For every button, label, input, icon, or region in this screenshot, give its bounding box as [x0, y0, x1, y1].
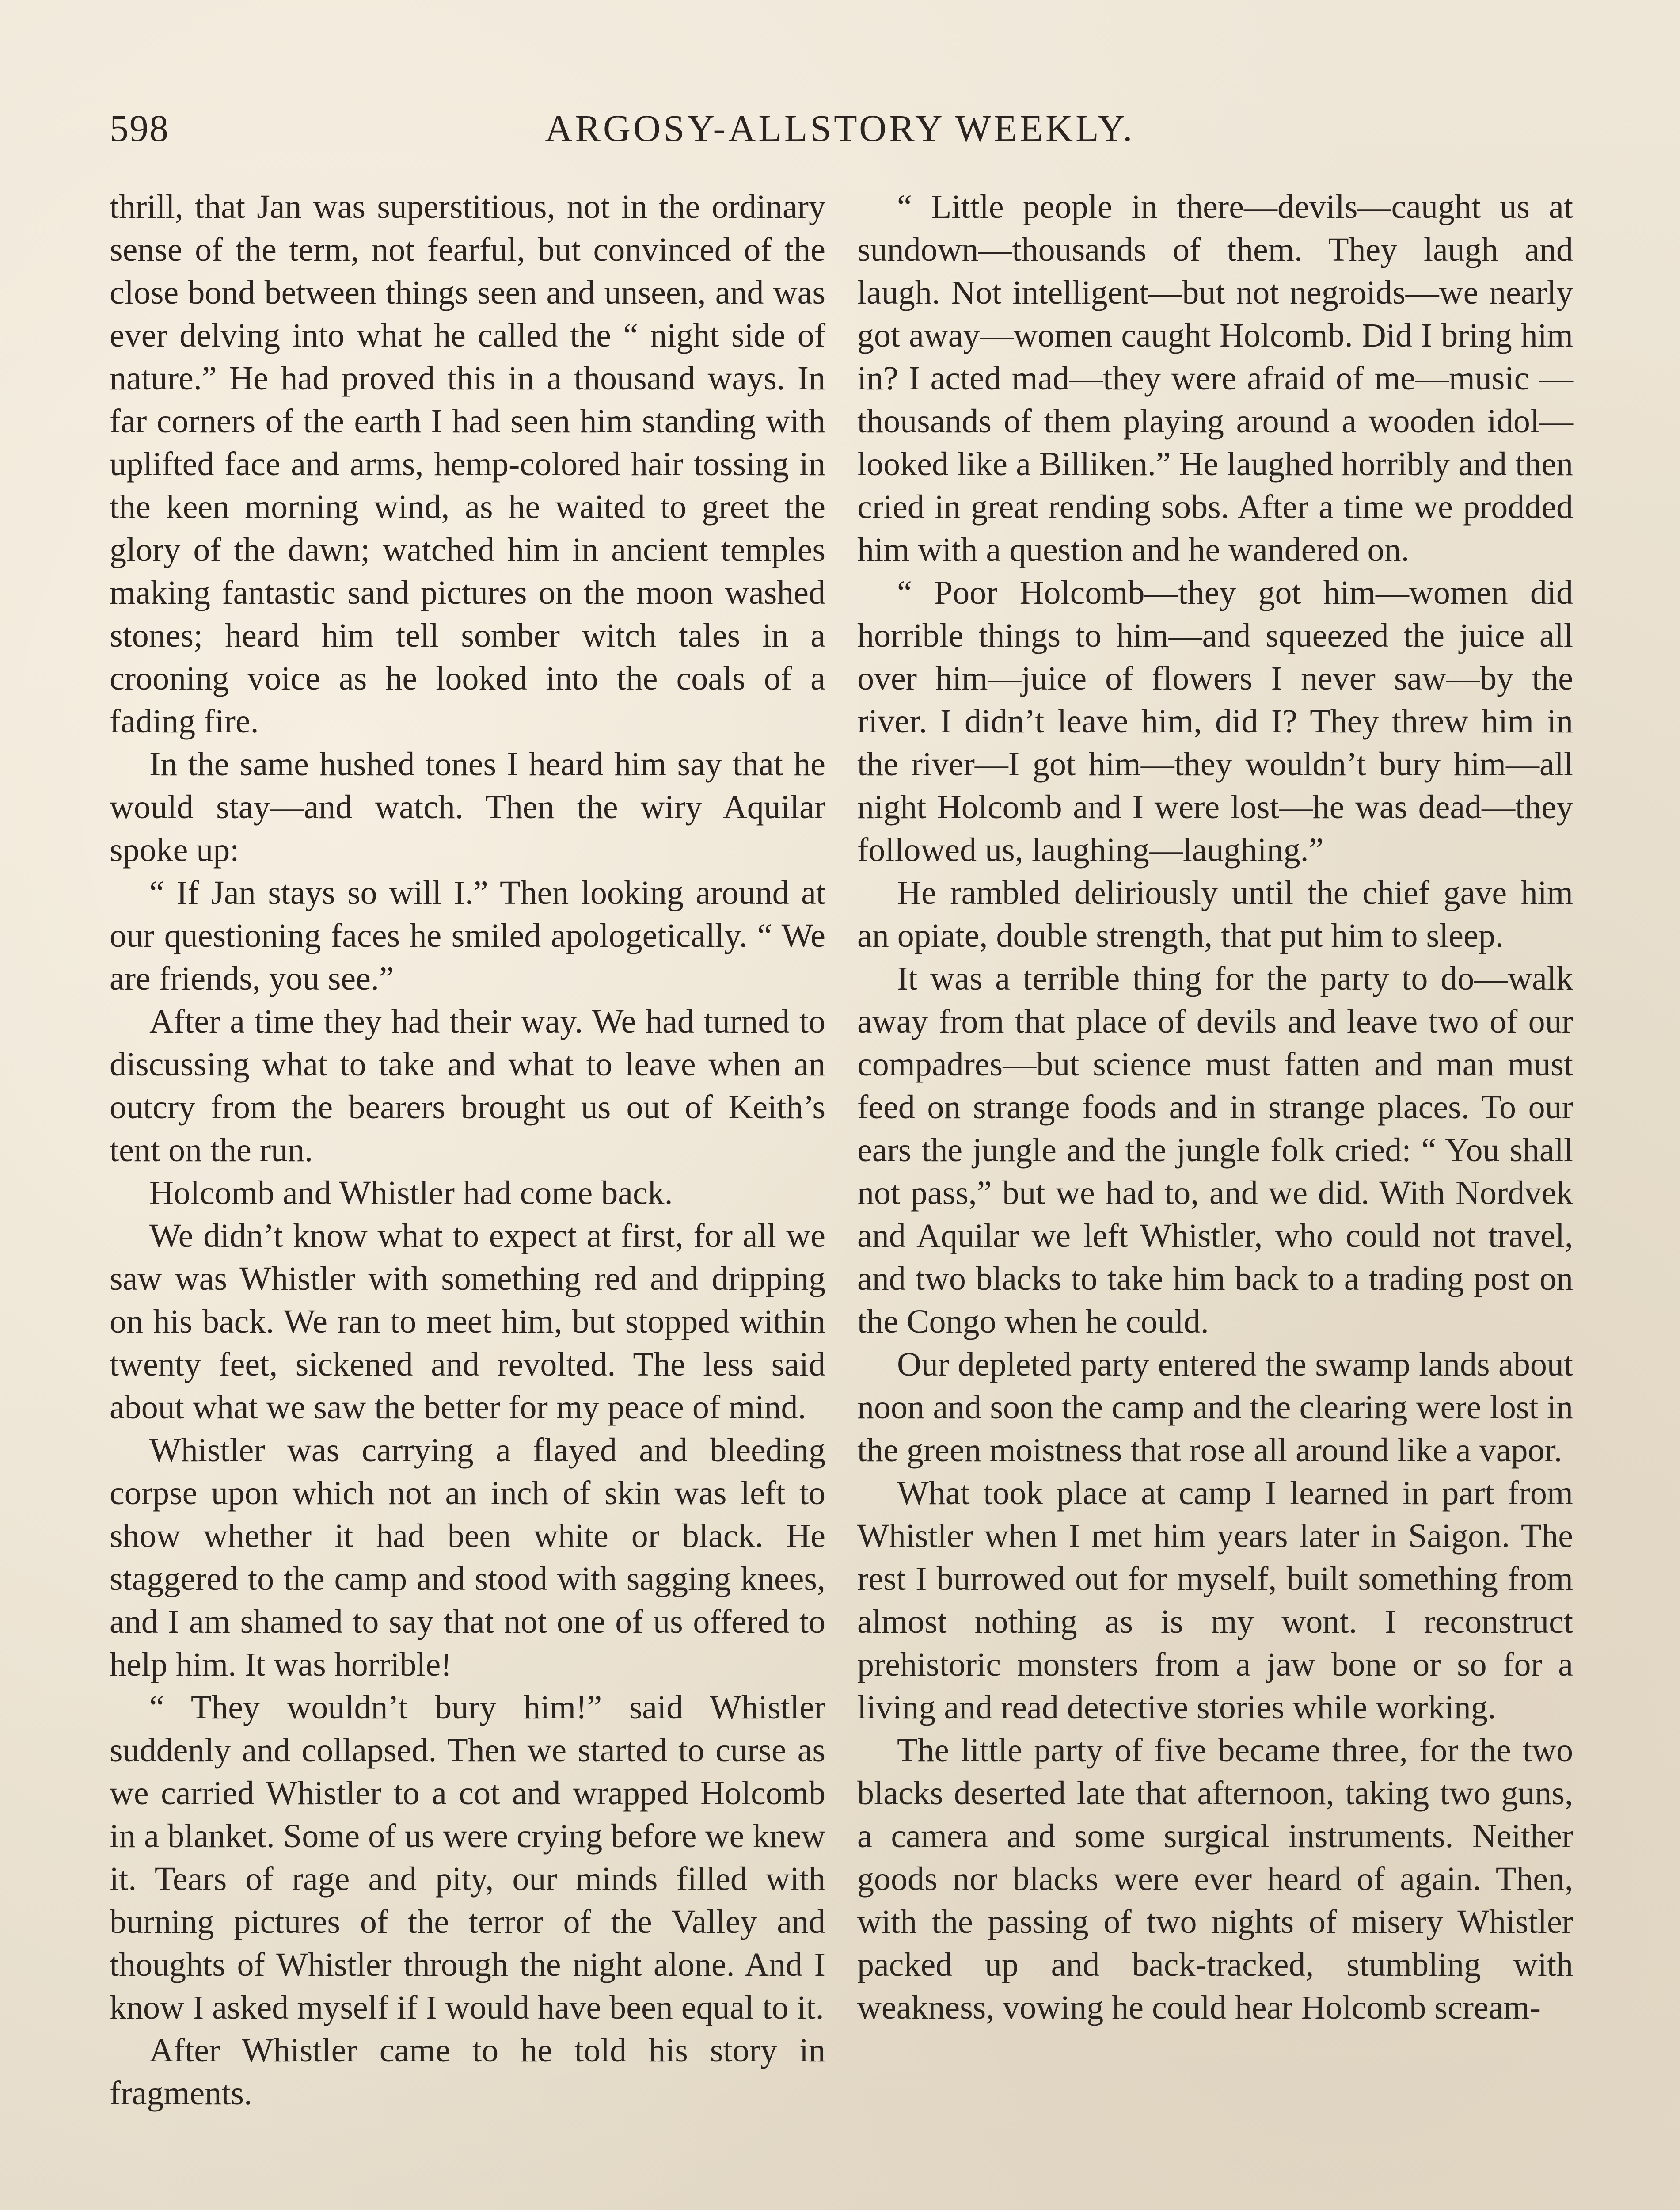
paragraph: In the same hushed tones I heard him say that he would stay—and watch. Then the wiry Aquilar spoke up:	[110, 746, 825, 869]
left-column	[110, 186, 825, 2115]
paragraph: The little party of five became three, for the two blacks deserted late that afternoon, taking two guns, a camera and some surgical instruments. Neither goods nor blacks were ever heard of again. Then, with the passing of two nights of misery Whistler packed up and back-tracked, stumbling with weakness, vowing he could hear Holcomb scream-	[857, 1732, 1573, 2026]
paragraph: “ Poor Holcomb—they got him—women did horrible things to him—and squeezed the juice all over him—juice of flowers I never saw—by the river. I didn’t leave him, did I? They threw him in the river—I got him—they wouldn’t bury him—all night Holcomb and I were lost—he was dead—they followed us, laughing—laughing.”	[857, 574, 1573, 869]
paragraph: It was a terrible thing for the party to do—walk away from that place of devils and leave two of our compadres—but science must fatten and man must feed on strange foods and in strange places. To our ears the jungle and the jungle folk cried: “ You shall not pass,” but we had to, and we did. With Nordvek and Aquilar we left Whistler, who could not travel, and two blacks to take him back to a trading post on the Congo when he could.	[857, 960, 1573, 1340]
paragraph: What took place at camp I learned in part from Whistler when I met him years later in Saigon. The rest I burrowed out for myself, built something from almost nothing as is my wont. I reconstruct prehistoric monsters from a jaw bone or so for a living and read detective stories while working.	[857, 1475, 1573, 1726]
paragraph: Our depleted party entered the swamp lands about noon and soon the camp and the clearing were lost in the green moistness that rose all around like a vapor.	[857, 1346, 1573, 1469]
paragraph: He rambled deliriously until the chief gave him an opiate, double strength, that put him to sleep.	[857, 874, 1573, 954]
paragraph: “ They wouldn’t bury him!” said Whistler suddenly and collapsed. Then we started to curse as we carried Whistler to a cot and wrapped Holcomb in a blanket. Some of us were crying before we knew it. Tears of rage and pity, our minds filled with burning pictures of the terror of the Valley and thoughts of Whistler through the night alone. And I know I asked myself if I would have been equal to it.	[110, 1689, 825, 2026]
paragraph: “ Little people in there—devils—caught us at sundown—thousands of them. They laugh and laugh. Not intelligent—but not negroids—we nearly got away—women caught Holcomb. Did I bring him in? I acted mad—they were afraid of me—music —thousands of them playing around a wooden idol—looked like a Billiken.” He laughed horribly and then cried in great rending sobs. After a time we prodded him with a question and he wandered on.	[857, 188, 1573, 568]
paragraph: Whistler was carrying a flayed and bleeding corpse upon which not an inch of skin was left to show whether it had been white or black. He staggered to the camp and stood with sagging knees, and I am shamed to say that not one of us offered to help him. It was horrible!	[110, 1432, 825, 1683]
paragraph: After a time they had their way. We had turned to discussing what to take and what to leave when an outcry from the bearers brought us out of Keith’s tent on the run.	[110, 1003, 825, 1169]
paragraph: We didn’t know what to expect at first, for all we saw was Whistler with something red and dripping on his back. We ran to meet him, but stopped within twenty feet, sickened and revolted. The less said about what we saw the better for my peace of mind.	[110, 1217, 825, 1426]
right-column	[857, 186, 1573, 2029]
page-number: 598	[110, 107, 169, 149]
running-head: ARGOSY-ALLSTORY WEEKLY.	[545, 107, 1135, 149]
paragraph: Holcomb and Whistler had come back.	[149, 1174, 673, 1212]
paragraph: After Whistler came to he told his story in fragments.	[110, 2032, 825, 2112]
paragraph: “ If Jan stays so will I.” Then looking around at our questioning faces he smiled apologetically. “ We are friends, you see.”	[110, 874, 825, 997]
paragraph: thrill, that Jan was superstitious, not in the ordinary sense of the term, not fearful, but convinced of the close bond between things seen and unseen, and was ever delving into what he called the “ night side of nature.” He had proved this in a thousand ways. In far corners of the earth I had seen him standing with uplifted face and arms, hemp-colored hair tossing in the keen morning wind, as he waited to greet the glory of the dawn; watched him in ancient temples making fantastic sand pictures on the moon washed stones; heard him tell somber witch tales in a crooning voice as he looked into the coals of a fading fire.	[110, 188, 825, 740]
